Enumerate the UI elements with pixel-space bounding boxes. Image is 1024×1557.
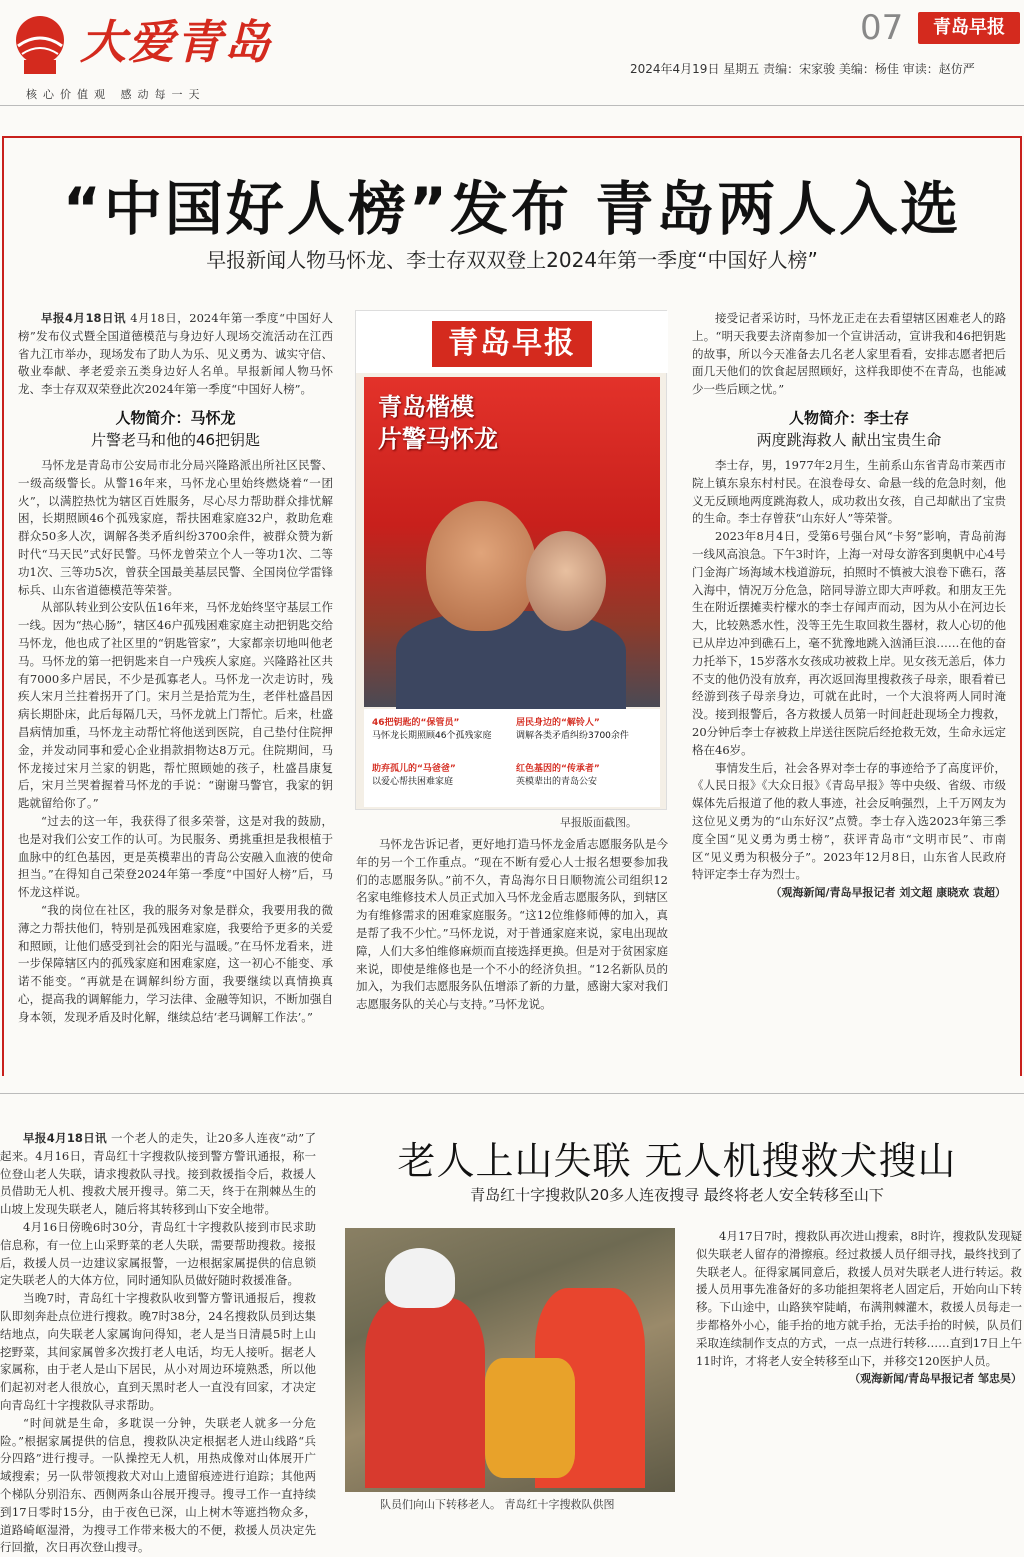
top-column-2 [356,836,668,1068]
intro-text: 4月18日，2024年第一季度“中国好人榜”发布仪式暨全国道德模范与身边好人现场交流活动在江西省九江市举办，现场发布了助人为乐、见义勇为、诚实守信、敬业奉献、孝老爱亲五类身边好人名单。早报新闻人物马怀龙、李士存双双荣登此次2024年第一季度“中国好人榜”。 [18,311,333,397]
page-number: 07 [860,8,904,48]
paragraph: 2023年8月4日，受第6号强台风“卡努”影响，青岛前海一线风高浪急。下午3时许，上海一对母女游客到奥帆中心4号门金海广场海域木栈道游玩，拍照时不慎被大浪卷下礁石，落入海中，情况万分危急，陪同导游立即大声呼救。和朋友王先生在附近摆摊卖柠檬水的李士存闻声而动，因为从小在河边长大，比较熟悉水性，没等王先生取回救生器材，救人心切的他已从岸边冲到礁石上，毫不犹豫地跳入汹涌巨浪……在他的奋力托举下，15岁落水女孩成功被救上岸。见女孩无恙后，体力不支的他仍没有放弃，再次返回海里搜救孩子母亲，眼看着已经游到孩子母亲身边，可就在此时，一个大浪将两人同时淹没。接到报警后，各方救援人员第一时间赶赴现场全力搜救，20分钟后李士存被救上岸送往医院后经抢救无效，生命永远定格在46岁。 [692,529,1006,757]
section-divider [0,1093,1024,1094]
profile1-title: 人物简介：马怀龙 [115,408,236,427]
header-meta: 2024年4月19日 星期五 责编：宋家骏 美编：杨佳 审读：赵仿严 [630,62,975,76]
paragraph: 从部队转业到公安队伍16年来，马怀龙始终坚守基层工作一线。因为“热心肠”，辖区46户孤残困难家庭主动把钥匙交给马怀龙，他也成了社区里的“钥匙管家”，大家都亲切地叫他老马。马怀龙的第一把钥匙来自一户残疾人家庭。兴隆路社区共有7000多户居民，不少是孤寡老人。马怀龙一次走访时，残疾人宋月兰拄着拐开了门。宋月兰是拾荒为生，老伴杜盛昌因病长期卧床，此后每隔几天，马怀龙就上门帮忙。后来，杜盛昌病情加重，马怀龙主动帮忙将他送到医院，自己垫付住院押金，并发动同事和爱心企业捐款捐物达8万元。住院期间，马怀龙接过宋月兰家的钥匙，帮忙照顾她的孩子，杜盛昌康复后，宋月兰哭着握着马怀龙的手说：“谢谢马警官，我家的钥匙就留给你了。” [18,600,333,811]
profile1-sub: 片警老马和他的46把钥匙 [90,430,261,449]
cover-panel: 助弃孤儿的“马爸爸” 以爱心帮扶困难家庭 [372,764,456,787]
paragraph: “过去的这一年，我获得了很多荣誉，这是对我的鼓励，也是对我们公安工作的认可。为民服务、勇挑重担是我根植于血脉中的红色基因，更是英模辈出的青岛公安融入血液的使命担当。”在得知自己荣登2024年第一季度“中国好人榜”后，马怀龙这样说。 [18,813,333,900]
bottom-subhead: 青岛红十字搜救队20多人连夜搜寻 最终将老人安全转移至山下 [470,1186,884,1204]
section-slogan: 核心价值观 感动每一天 [26,88,206,101]
top-headline: “中国好人榜”发布 青岛两人入选 [62,175,962,243]
bottom-column-3 [696,1228,1022,1523]
rescue-photo-caption: 队员们向山下转移老人。 青岛红十字搜救队供图 [380,1498,615,1511]
paragraph: 马怀龙告诉记者，更好地打造马怀龙金盾志愿服务队是今年的另一个工作重点。“现在不断有爱心人士报名想要参加我们的志愿服务队。”前不久，青岛海尔日日顺物流公司组织12名家电维修技术人员正式加入马怀龙金盾志愿服务队，到辖区为有维修需求的困难家庭服务。“这12位维修师傅的加入，真是帮了我不少忙。”马怀龙说，对于普通家庭来说，家电出现故障，人们大多怕维修麻烦而直接选择更换。但是对于贫困家庭来说，即使是维修也是一个不小的经济负担。“12名新队员的加入，为我们志愿服务队伍增添了新的力量，感谢大家对我们志愿服务队的关心与支持。”马怀龙说。 [356,837,668,1012]
paragraph: 李士存，男，1977年2月生，生前系山东省青岛市莱西市院上镇东泉东村村民。在浪卷母女、命悬一线的危急时刻，他义无反顾地两度跳海救人，成功救出女孩，自己却献出了宝贵的生命。李士存曾获“山东好人”等荣誉。 [692,457,1006,526]
paragraph: 4月16日傍晚6时30分，青岛红十字搜救队接到市民求助信息称，有一位上山采野菜的老人失联，需要帮助搜救。接报后，救援人员一边建议家属报警，一边根据家属提供的信息锁定失联老人的大体方位，同时通知队员做好随时救援准备。 [0,1219,316,1288]
paper-logo: 青岛早报 [918,12,1020,44]
cover-masthead: 青岛早报 [432,321,592,367]
profile1-heading [18,407,333,451]
bottom-byline: （观海新闻/青岛早报记者 邹忠昊） [849,1372,1022,1386]
cover-panel: 46把钥匙的“保管员” 马怀龙长期照顾46个孤残家庭 [372,718,492,741]
paragraph: “我的岗位在社区，我的服务对象是群众，我要用我的微薄之力帮扶他们，特别是孤残困难家庭，我要给予更多的关爱和照顾，让他们感受到社会的阳光与温暖。”在马怀龙看来，进一步保障辖区内的孤残家庭和困难家庭，这一初心不能变、承诺不能变。“再就是在调解纠纷方面，我要继续以真情换真心，提高我的调解能力，学习法律、金融等知识，不断加强自身本领，发现矛盾及时化解，继续总结‘老马调解工作法’。” [18,902,333,1024]
cover-caption: 早报版面截图。 [560,816,637,829]
cover-panel: 居民身边的“解铃人” 调解各类矛盾纠纷3700余件 [516,718,629,741]
top-byline: （观海新闻/青岛早报记者 刘文超 康晓欢 袁超） [770,886,1006,900]
paragraph: 事情发生后，社会各界对李士存的事迹给予了高度评价，《人民日报》《大众日报》《青岛早报》等中央级、省级、市级媒体先后报道了他的救人事迹，社会反响强烈，上千万网友为这位见义勇为的“山东好汉”点赞。李士存入选2023年第三季度全国“见义勇为勇士榜”，获评青岛市“文明市民”、市南区“见义勇为积极分子”。2023年12月8日，山东省人民政府特评定李士存为烈士。 [692,760,1006,882]
paragraph: 马怀龙是青岛市公安局市北分局兴隆路派出所社区民警、一级高级警长。从警16年来，马怀龙心里始终燃烧着“一团火”，以满腔热忱为辖区百姓服务，尽心尽力帮助群众排忧解困，长期照顾46个孤残家庭，帮扶困难家庭32户，救助危难群众50多人次，调解各类矛盾纠纷3700余件，被群众赞为新时代“马天民”式好民警。马怀龙曾荣立个人一等功1次、二等功1次、三等功5次，曾获全国最美基层民警、全国岗位学雷锋标兵、山东省道德模范等荣誉。 [18,457,333,597]
profile2-title: 人物简介：李士存 [788,408,909,427]
section-title: 大爱青岛 [80,15,272,69]
section-logo-icon [4,10,76,82]
paragraph: 4月17日7时，搜救队再次进山搜索，8时许，搜救队发现疑似失联老人留存的滑擦痕。经过救援人员仔细寻找，最终找到了失联老人。征得家属同意后，救援人员对失联老人进行转运。救援人员用事先准备好的多功能担架将老人固定后，开始向山下转移。下山途中，山路狭窄陡峭，布满荆棘灌木，救援人员每走一步都格外小心，能手抬的地方就手抬，无法手抬的时候，队员们采取连续制作支点的方式，一点一点进行转移……直到17日上午11时许，才将老人安全转移至山下，并移交120医护人员。 [696,1229,1022,1368]
profile2-heading [692,407,1006,451]
paragraph: 接受记者采访时，马怀龙正走在去看望辖区困难老人的路上。“明天我要去济南参加一个宣讲活动，宣讲我和46把钥匙的故事，所以今天准备去几名老人家里看看，安排志愿者把后面几天他们的饮食起居照顾好，这样我即使不在青岛，也能减少一些后顾之忧。” [692,311,1006,397]
profile2-sub: 两度跳海救人 献出宝贵生命 [756,430,942,449]
cover-headline: 青岛楷模 片警马怀龙 [378,393,498,453]
rescue-photo [345,1228,675,1492]
lead-dateline: 早报4月18日讯 [41,311,127,325]
top-column-3 [692,310,1006,1070]
cover-image [355,310,667,810]
top-subhead: 早报新闻人物马怀龙、李士存双双登上2024年第一季度“中国好人榜” [206,248,818,272]
top-column-1 [18,310,333,1070]
cover-panel: 红色基因的“传承者” 英模辈出的青岛公安 [516,764,600,787]
bottom-headline: 老人上山失联 无人机搜救犬搜山 [397,1139,957,1183]
paragraph: 当晚7时，青岛红十字搜救队收到警方警讯通报后，搜救队即刻奔赴点位进行搜救。晚7时38分，24名搜救队员到达集结地点，向失联老人家属询问得知，老人是当日清晨5时上山挖野菜，其间家属曾多次拨打老人电话，均无人接听。据老人家属称，由于老人是山下居民，从小对周边环境熟悉，所以他们起初对老人很放心，直到天黑时老人一直没有回家，才决定向青岛红十字搜救队寻求帮助。 [0,1291,316,1412]
paragraph: “时间就是生命，多耽误一分钟，失联老人就多一分危险。”根据家属提供的信息，搜救队决定根据老人进山线路“兵分四路”进行搜寻。一队操控无人机，用热成像对山体展开广域搜索；另一队带领搜救犬对山上遗留痕迹进行追踪；其他两个梯队分别沿东、西侧两条山谷展开搜寻。搜寻工作一直持续到17日零时15分，由于夜色已深，山上树木等遮挡物众多，道路崎岖湿滑，为搜寻工作带来极大的不便，救援人员决定先行回撤，次日再次登山搜寻。 [0,1415,316,1555]
header-divider [0,105,1024,106]
cover-panels [364,709,660,807]
bottom-column-1: 早报4月18日讯 一个老人的走失，让20多人连夜“动”了起来。4月16日，青岛红十字搜救队接到警方警讯通报，称一位登山老人失联，请求搜救队寻找。接到救援指令后，救援人员借助无人机、搜救犬展开搜寻。第二天，终于在荆棘丛生的山坡上发现失联老人，随后将其转移到山下安全地带。 4月16日傍晚6时30分，青岛红十字搜救队接到市民求助信息称，有一位上山采野菜的老人失联，需要帮助搜救。接报后，救援人员一边建议家属报警，一边根据家属提供的信息锁定失联老人的大体方位，同时通知队员做好随时救援准备。 当晚7时，青岛红十字搜救队收到警方警讯通报后，搜救队即刻奔赴点位进行搜救。晚7时38分，24名搜救队员到达集结地点，向失联老人家属询问得知，老人是当日清晨5时上山挖野菜，其间家属曾多次拨打老人电话，均无人接听。据老人家属称，由于老人是山下居民，从小对周边环境熟悉，所以他们起初对老人很放心，直到天黑时老人一直没有回家，才决定向青岛红十字搜救队寻求帮助。 “时间就是生命，多耽误一分钟，失联老人就多一分危险。”根据家属提供的信息，搜救队决定根据老人进山线路“兵分四路”进行搜寻。一队操控无人机，用热成像对山体展开广域搜索；另一队带领搜救犬对山上遗留痕迹进行追踪；其他两个梯队分别沿东、西侧两条山谷展开搜寻。搜寻工作一直持续到17日零时15分，由于夜色已深，山上树木等遮挡物众多，道路崎岖湿滑，为搜寻工作带来极大的不便，救援人员决定先行回撤，次日再次登山搜寻。 [0,1130,316,1525]
lead-dateline: 早报4月18日讯 [23,1131,108,1145]
